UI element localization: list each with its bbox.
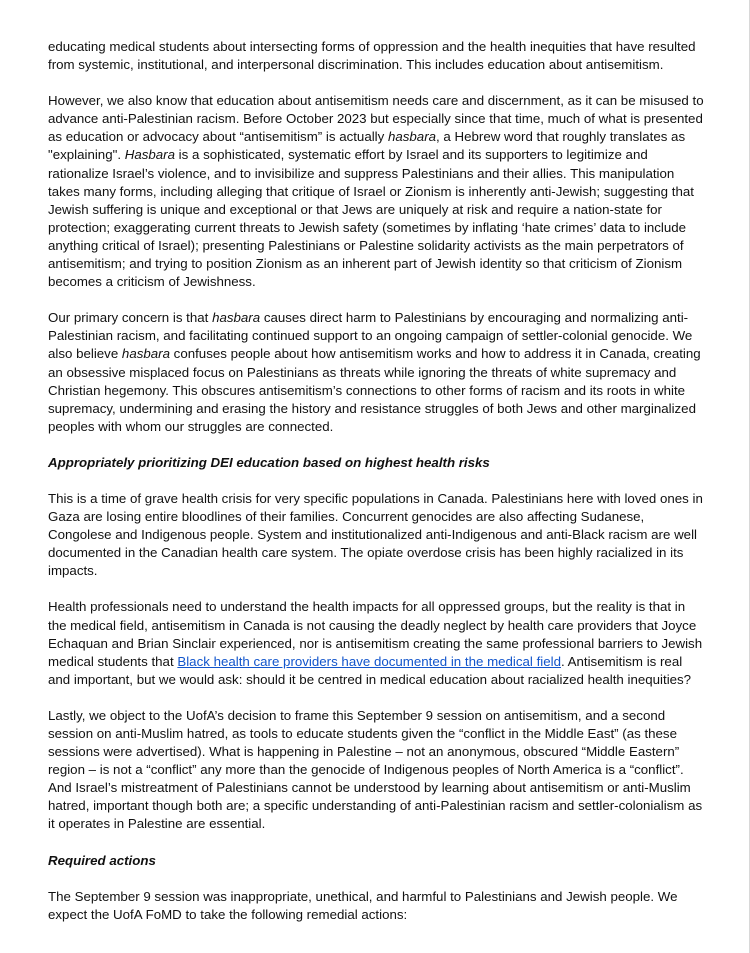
italic-term: Hasbara bbox=[124, 147, 175, 163]
paragraph-health-professionals bbox=[48, 598, 707, 688]
text-run: , a Hebrew word that roughly translates as "explaining". bbox=[48, 129, 686, 163]
section-heading-required-actions: Required actions bbox=[48, 852, 156, 868]
italic-term: hasbara bbox=[121, 346, 170, 362]
text-run: Our primary concern is that bbox=[48, 310, 213, 326]
section-heading-dei: Appropriately prioritizing DEI education based on highest health risks bbox=[48, 454, 490, 470]
black-health-providers-link[interactable]: Black health care providers have documented in the medical field bbox=[177, 653, 561, 669]
text-run: . Antisemitism is real and important, but we would ask: should it be centred in medical education about racialized health inequities? bbox=[48, 653, 692, 687]
text-run: However, we also know that education about antisemitism needs care and discernment, as it can be misused to advance anti-Palestinian racism. Before October 2023 but especially since that time, much of what is presented as education or advocacy about “antisemitism” is actually bbox=[48, 93, 704, 145]
text-run: confuses people about how antisemitism works and how to address it in Canada, creating an obsessive misplaced focus on Palestinians as threats while ignoring the threats of white supremacy and Christian hegemony. This obscures antisemitism’s connections to other forms of racism and its roots in white supremacy, undermining and erasing the history and resistance struggles of both Jews and other marginalized peoples with whom our struggles are connected. bbox=[48, 346, 701, 434]
italic-term: hasbara bbox=[212, 310, 261, 326]
paragraph-health-crisis: This is a time of grave health crisis for very specific populations in Canada. Palestinians here with loved ones in Gaza are losing entire bloodlines of their families. Concurrent genocides are also affecting Sudanese, Congolese and Indigenous people. System and institutionalized anti-Indigenous and anti-Black racism are well documented in the Canadian health care system. The opiate overdose crisis has been highly racialized in its impacts. bbox=[48, 490, 703, 579]
paragraph-hasbara-definition bbox=[48, 92, 707, 291]
paragraph-primary-concern bbox=[48, 309, 707, 436]
text-run: causes direct harm to Palestinians by encouraging and normalizing anti-Palestinian racism, and facilitating continued support to an ongoing campaign of settler-colonial genocide. We also believe bbox=[48, 310, 693, 362]
italic-term: hasbara bbox=[387, 129, 437, 145]
text-run: is a sophisticated, systematic effort by Israel and its supporters to legitimize and rationalize Israel’s violence, and to invisibilize and suppress Palestinians and their allies. This manipulation takes many forms, including alleging that critique of Israel or Zionism is inherently anti-Jewish; suggesting that Jewish suffering is unique and exceptional or that Jews are uniquely at risk and require a nation-state for protection; exaggerating current threats to Jewish safety (sometimes by inflating ‘hate crimes’ data to include anything critical of Israel); presenting Palestinians or Palestine solidarity activists as the main perpetrators of antisemitism; and trying to position Zionism as an inherent part of Jewish identity so that criticism of Zionism becomes a criticism of Jewishness. bbox=[48, 147, 694, 290]
paragraph-lastly: Lastly, we object to the UofA’s decision to frame this September 9 session on antisemitism, and a second session on anti-Muslim hatred, as tools to educate students given the “conflict in the Middle East” (as these sessions were advertised). What is happening in Palestine – not an anonymous, obscured “Middle Eastern” region – is not a “conflict” any more than the genocide of Indigenous peoples of North America is a “conflict”. And Israel’s mistreatment of Palestinians cannot be understood by learning about antisemitism or anti-Muslim hatred, important though both are; a specific understanding of anti-Palestinian racism and settler-colonialism as it operates in Palestine are essential. bbox=[48, 707, 703, 832]
text-run: Health professionals need to understand the health impacts for all oppressed groups, but the reality is that in the medical field, antisemitism in Canada is not causing the deadly neglect by health care providers that Joyce Echaquan and Brian Sinclair experienced, nor is antisemitism creating the same professional barriers to Jewish medical students that bbox=[48, 599, 703, 669]
paragraph-intro: educating medical students about intersecting forms of oppression and the health inequities that have resulted from systemic, institutional, and interpersonal discrimination. This includes education about antisemitism. bbox=[48, 39, 696, 73]
paragraph-required-actions: The September 9 session was inappropriate, unethical, and harmful to Palestinians and Jewish people. We expect the UofA FoMD to take the following remedial actions: bbox=[48, 888, 678, 922]
